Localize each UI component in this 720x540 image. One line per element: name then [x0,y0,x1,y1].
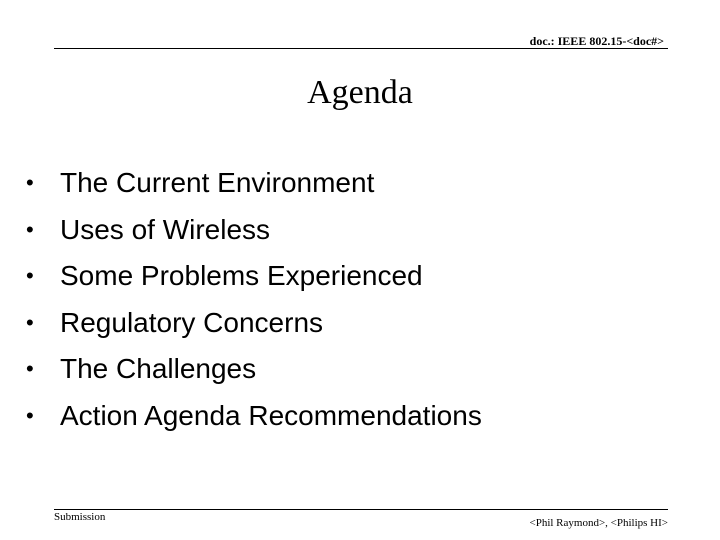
agenda-item [26,346,482,393]
agenda-item [26,160,482,207]
agenda-item-text: Regulatory Concerns [60,306,324,338]
slide-title: Agenda [307,74,413,111]
header-divider [54,48,668,49]
footer-divider [54,509,668,510]
document-id: doc.: IEEE 802.15-<doc#> [529,34,664,48]
bullet-icon: • [26,170,34,196]
bullet-icon: • [26,216,34,242]
agenda-item-text: Some Problems Experienced [60,260,423,292]
bullet-icon: • [26,263,34,289]
agenda-item-text: The Current Environment [60,167,375,199]
bullet-icon: • [26,356,34,382]
bullet-icon: • [26,309,34,335]
agenda-item [26,207,482,254]
footer-author: <Phil Raymond>, <Philips HI> [529,517,668,529]
agenda-list [26,160,482,439]
agenda-item-text: Uses of Wireless [60,213,271,245]
agenda-item [26,393,482,440]
agenda-item [26,253,482,300]
agenda-item-text: The Challenges [60,353,257,385]
agenda-item-text: Action Agenda Recommendations [60,399,482,431]
agenda-item [26,300,482,347]
footer-submission-label: Submission [54,511,106,523]
bullet-icon: • [26,402,34,428]
